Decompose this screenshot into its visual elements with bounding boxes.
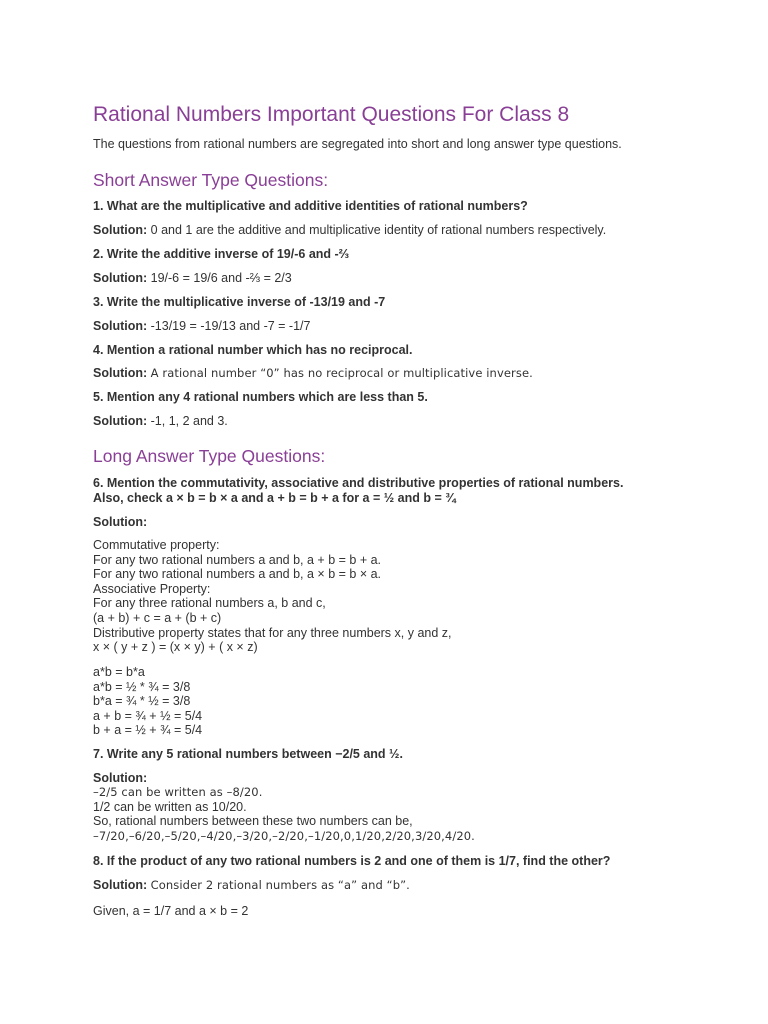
solution-label: Solution: bbox=[93, 878, 148, 892]
solution-3 bbox=[93, 319, 310, 334]
solution-1-text: 0 and 1 are the additive and multiplicative identity of rational numbers respectively. bbox=[150, 223, 607, 237]
check-line: a + b = ¾ + ½ = 5/4 bbox=[93, 708, 203, 723]
solution-4-text: A rational number “0” has no reciprocal or multiplicative inverse. bbox=[150, 366, 533, 380]
short-answer-heading: Short Answer Type Questions: bbox=[93, 170, 329, 190]
solution-8-given: Given, a = 1/7 and a × b = 2 bbox=[93, 904, 249, 918]
solution-2 bbox=[93, 271, 292, 286]
property-line: Distributive property states that for any three numbers x, y and z, bbox=[93, 625, 452, 640]
question-7: 7. Write any 5 rational numbers between −2/5 and ½. bbox=[93, 747, 403, 761]
solution-8 bbox=[93, 878, 410, 893]
question-3: 3. Write the multiplicative inverse of -13/19 and -7 bbox=[93, 295, 386, 309]
question-6-line-1: 6. Mention the commutativity, associative and distributive properties of rational numbers. bbox=[93, 476, 624, 490]
solution-1 bbox=[93, 223, 606, 238]
question-2: 2. Write the additive inverse of 19/-6 and -⅔ bbox=[93, 247, 350, 261]
solution-8-text: Consider 2 rational numbers as “a” and “b”. bbox=[150, 878, 410, 892]
solution-label: Solution: bbox=[93, 366, 148, 380]
solution-7-lines bbox=[93, 785, 475, 843]
long-answer-heading: Long Answer Type Questions: bbox=[93, 446, 326, 466]
solution-7-label: Solution: bbox=[93, 771, 148, 785]
solution-7-line: –2/5 can be written as –8/20. bbox=[93, 785, 263, 799]
question-5: 5. Mention any 4 rational numbers which are less than 5. bbox=[93, 390, 428, 404]
solution-label: Solution: bbox=[93, 414, 148, 428]
solution-3-text: -13/19 = -19/13 and -7 = -1/7 bbox=[150, 319, 311, 333]
intro-text: The questions from rational numbers are segregated into short and long answer type questions. bbox=[93, 137, 622, 151]
solution-5-text: -1, 1, 2 and 3. bbox=[150, 414, 228, 428]
solution-6-label: Solution: bbox=[93, 515, 148, 529]
solution-4 bbox=[93, 366, 533, 381]
question-1: 1. What are the multiplicative and additive identities of rational numbers? bbox=[93, 199, 528, 213]
solution-7-line: 1/2 can be written as 10/20. bbox=[93, 799, 247, 814]
solution-6-properties bbox=[93, 538, 452, 655]
page-title: Rational Numbers Important Questions For Class 8 bbox=[93, 103, 570, 126]
solution-7-line: So, rational numbers between these two numbers can be, bbox=[93, 814, 413, 829]
question-6-line-2: Also, check a × b = b × a and a + b = b + a for a = ½ and b = ¾ bbox=[93, 491, 456, 505]
question-4: 4. Mention a rational number which has no reciprocal. bbox=[93, 343, 413, 357]
property-line: For any three rational numbers a, b and c, bbox=[93, 596, 326, 611]
property-line: For any two rational numbers a and b, a × b = b × a. bbox=[93, 567, 382, 582]
property-line: x × ( y + z ) = (x × y) + ( x × z) bbox=[93, 640, 258, 655]
solution-label: Solution: bbox=[93, 319, 148, 333]
question-8: 8. If the product of any two rational numbers is 2 and one of them is 1/7, find the other? bbox=[93, 854, 611, 868]
solution-6-checks bbox=[93, 665, 202, 738]
check-line: b + a = ½ + ¾ = 5/4 bbox=[93, 723, 203, 738]
solution-label: Solution: bbox=[93, 223, 148, 237]
solution-5 bbox=[93, 414, 228, 429]
solution-2-text: 19/-6 = 19/6 and -⅔ = 2/3 bbox=[150, 271, 292, 285]
solution-7-line: –7/20,–6/20,–5/20,–4/20,–3/20,–2/20,–1/20,0,1/20,2/20,3/20,4/20. bbox=[93, 828, 475, 843]
property-line: For any two rational numbers a and b, a + b = b + a. bbox=[93, 552, 382, 567]
property-line: Commutative property: bbox=[93, 538, 220, 552]
property-line: (a + b) + c = a + (b + c) bbox=[93, 610, 222, 625]
check-line: a*b = b*a bbox=[93, 665, 145, 679]
check-line: b*a = ¾ * ½ = 3/8 bbox=[93, 694, 191, 709]
property-line: Associative Property: bbox=[93, 581, 211, 596]
solution-label: Solution: bbox=[93, 271, 148, 285]
check-line: a*b = ½ * ¾ = 3/8 bbox=[93, 679, 191, 694]
